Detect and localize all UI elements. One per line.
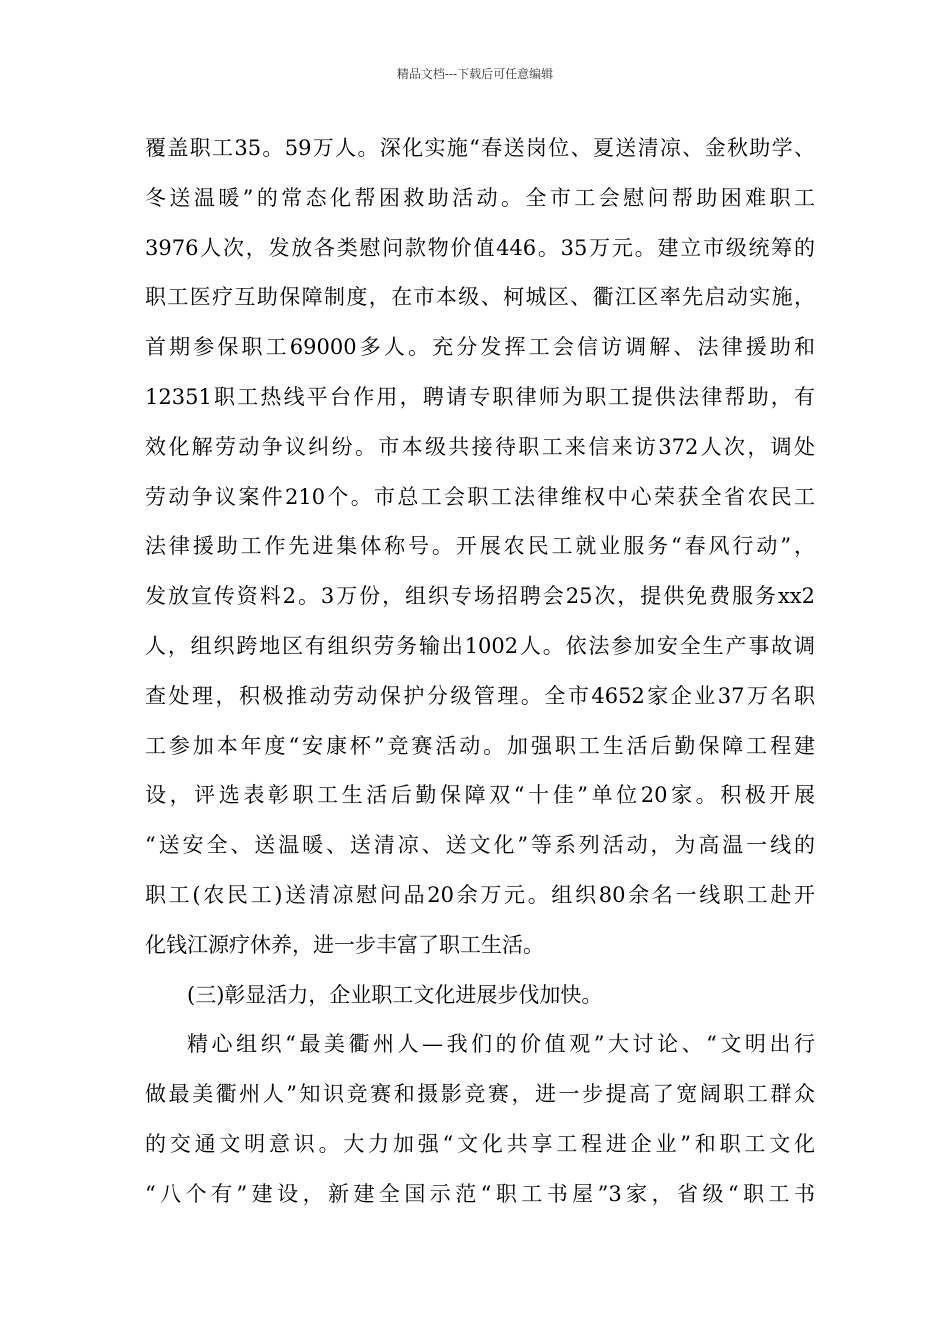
text-line: “送安全、送温暖、送清凉、送文化”等系列活动，为高温一线的 bbox=[145, 833, 815, 858]
text-line: “八个有”建设，新建全国示范“职工书屋”3家，省级“职工书 bbox=[145, 1181, 815, 1206]
text-line: 职工医疗互助保障制度，在市本级、柯城区、衢江区率先启动实施， bbox=[145, 285, 815, 310]
text-line: 12351职工热线平台作用，聘请专职律师为职工提供法律帮助，有 bbox=[145, 384, 815, 409]
text-line: 化钱江源疗休养，进一步丰富了职工生活。 bbox=[145, 932, 544, 957]
text-line: 工参加本年度“安康杯”竞赛活动。加强职工生活后勤保障工程建 bbox=[145, 733, 815, 758]
text-line: 的交通文明意识。大力加强“文化共享工程进企业”和职工文化 bbox=[145, 1131, 815, 1156]
text-line: 人，组织跨地区有组织劳务输出1002人。依法参加安全生产事故调 bbox=[145, 633, 815, 658]
text-line: 做最美衢州人”知识竞赛和摄影竞赛，进一步提高了宽阔职工群众 bbox=[145, 1082, 815, 1107]
document-body bbox=[145, 128, 815, 1224]
page-header: 精品文档---下载后可任意编辑 bbox=[396, 67, 554, 81]
text-line: 效化解劳动争议纠纷。市本级共接待职工来信来访372人次，调处 bbox=[145, 434, 815, 459]
text-line: 冬送温暖”的常态化帮困救助活动。全市工会慰问帮助困难职工 bbox=[145, 185, 815, 210]
text-line: 设，评选表彰职工生活后勤保障双“十佳”单位20家。积极开展 bbox=[145, 783, 815, 808]
text-line: 覆盖职工35。59万人。深化实施“春送岗位、夏送清凉、金秋助学、 bbox=[145, 136, 815, 160]
text-line: 3976人次，发放各类慰问款物价值446。35万元。建立市级统筹的 bbox=[145, 235, 815, 260]
text-line: 查处理，积极推动劳动保护分级管理。全市4652家企业37万名职 bbox=[145, 683, 815, 708]
text-line: (三)彰显活力，企业职工文化进展步伐加快。 bbox=[187, 982, 603, 1007]
text-line: 发放宣传资料2。3万份，组织专场招聘会25次，提供免费服务xx2 bbox=[145, 584, 815, 609]
text-line: 精心组织“最美衢州人—我们的价值观”大讨论、“文明出行 bbox=[187, 1032, 815, 1057]
text-line: 劳动争议案件210个。市总工会职工法律维权中心荣获全省农民工 bbox=[145, 484, 815, 509]
text-line: 法律援助工作先进集体称号。开展农民工就业服务“春风行动”， bbox=[145, 534, 815, 559]
text-line: 首期参保职工69000多人。充分发挥工会信访调解、法律援助和 bbox=[145, 335, 815, 360]
text-line: 职工(农民工)送清凉慰问品20余万元。组织80余名一线职工赴开 bbox=[145, 882, 815, 907]
